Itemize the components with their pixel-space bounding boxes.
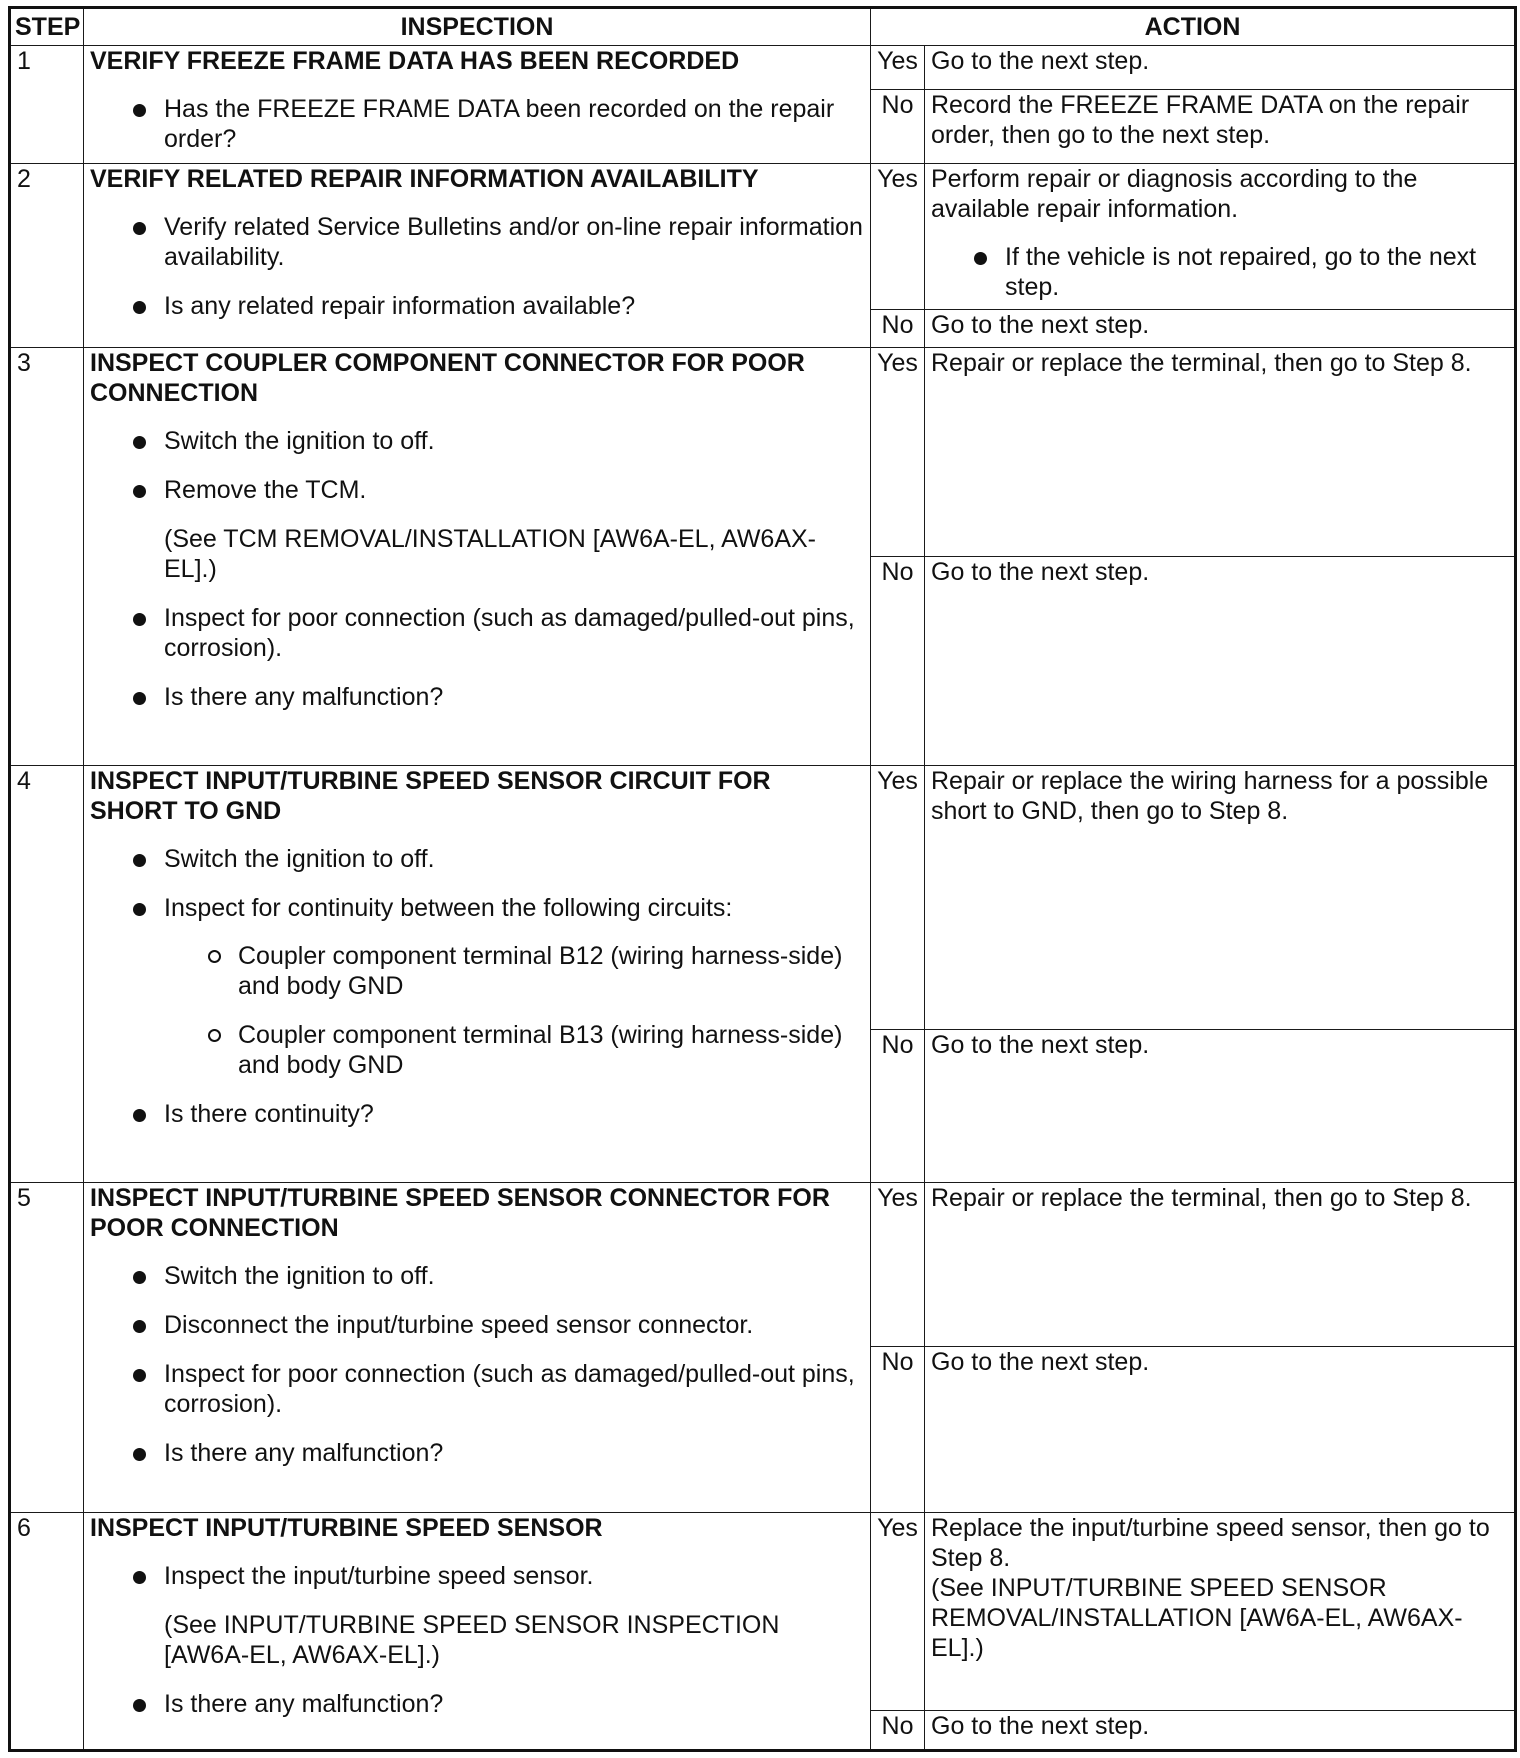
step-4-bullet-3: Is there continuity? — [164, 1099, 864, 1129]
step-4-bullet-2-text: Inspect for continuity between the following circuits: — [164, 893, 733, 922]
step-1-no-label: No — [871, 89, 925, 163]
step-6-yes-reference-note: (See INPUT/TURBINE SPEED SENSOR REMOVAL/INSTALLATION [AW6A-EL, AW6AX-EL].) — [931, 1574, 1463, 1663]
step-3-number: 3 — [10, 347, 84, 765]
step-1-inspection — [84, 45, 871, 163]
step-3-no-label: No — [871, 556, 925, 765]
step-3-reference-note: (See TCM REMOVAL/INSTALLATION [AW6A-EL, AW6AX-EL].) — [164, 524, 817, 583]
step-5-bullet-4: Is there any malfunction? — [164, 1438, 864, 1468]
step-1-yes-row — [10, 45, 1516, 89]
step-6-no-action: Go to the next step. — [925, 1711, 1516, 1751]
header-inspection: INSPECTION — [84, 8, 871, 46]
diagnostic-procedure-table — [8, 6, 1517, 1752]
step-5-bullet-2: Disconnect the input/turbine speed sensor connector. — [164, 1310, 864, 1340]
step-2-yes-text: Perform repair or diagnosis according to the available repair information. — [931, 165, 1418, 224]
step-2-yes-action — [925, 164, 1516, 310]
step-3-bullet-3: Inspect for poor connection (such as damaged/pulled-out pins, corrosion). — [164, 603, 864, 663]
step-3-no-action: Go to the next step. — [925, 556, 1516, 765]
step-4-yes-action: Repair or replace the wiring harness for a possible short to GND, then go to Step 8. — [925, 765, 1516, 1029]
step-1-number: 1 — [10, 45, 84, 163]
step-2-yes-label: Yes — [871, 164, 925, 310]
step-2-no-action: Go to the next step. — [925, 309, 1516, 347]
step-5-number: 5 — [10, 1182, 84, 1512]
step-6-number: 6 — [10, 1513, 84, 1751]
step-6-no-label: No — [871, 1711, 925, 1751]
step-2-title: VERIFY RELATED REPAIR INFORMATION AVAILABILITY — [90, 165, 759, 194]
step-3-bullet-2 — [164, 475, 864, 584]
step-5-inspection — [84, 1182, 871, 1512]
table-header-row — [10, 8, 1516, 46]
step-1-title: VERIFY FREEZE FRAME DATA HAS BEEN RECORDED — [90, 46, 740, 75]
step-3-yes-action: Repair or replace the terminal, then go to Step 8. — [925, 347, 1516, 556]
step-1-yes-action: Go to the next step. — [925, 45, 1516, 89]
step-2-yes-row — [10, 164, 1516, 310]
step-6-bullet-1 — [164, 1561, 864, 1670]
step-2-no-label: No — [871, 309, 925, 347]
step-2-bullet-2: Is any related repair information available? — [164, 291, 864, 321]
step-5-bullet-3: Inspect for poor connection (such as damaged/pulled-out pins, corrosion). — [164, 1359, 864, 1419]
step-6-inspection — [84, 1513, 871, 1751]
step-4-title: INSPECT INPUT/TURBINE SPEED SENSOR CIRCUIT FOR SHORT TO GND — [90, 766, 771, 825]
step-1-yes-label: Yes — [871, 45, 925, 89]
step-1-bullet-1: Has the FREEZE FRAME DATA been recorded on the repair order? — [164, 94, 864, 154]
step-6-yes-label: Yes — [871, 1513, 925, 1711]
step-4-sub-bullet-2: Coupler component terminal B13 (wiring harness-side) and body GND — [238, 1020, 864, 1080]
step-5-yes-action: Repair or replace the terminal, then go to Step 8. — [925, 1182, 1516, 1346]
step-6-title: INSPECT INPUT/TURBINE SPEED SENSOR — [90, 1514, 603, 1543]
step-6-reference-note: (See INPUT/TURBINE SPEED SENSOR INSPECTION [AW6A-EL, AW6AX-EL].) — [164, 1611, 780, 1670]
step-6-bullet-2: Is there any malfunction? — [164, 1689, 864, 1719]
step-6-yes-row — [10, 1513, 1516, 1711]
step-4-inspection — [84, 765, 871, 1182]
step-2-yes-bullet: If the vehicle is not repaired, go to the next step. — [1005, 242, 1508, 302]
step-3-yes-label: Yes — [871, 347, 925, 556]
step-3-yes-row — [10, 347, 1516, 556]
step-5-yes-label: Yes — [871, 1182, 925, 1346]
step-5-title: INSPECT INPUT/TURBINE SPEED SENSOR CONNECTOR FOR POOR CONNECTION — [90, 1183, 830, 1242]
step-6-yes-action — [925, 1513, 1516, 1711]
step-5-no-action: Go to the next step. — [925, 1347, 1516, 1513]
step-2-bullet-1: Verify related Service Bulletins and/or on-line repair information availability. — [164, 213, 863, 272]
header-action: ACTION — [871, 8, 1516, 46]
step-5-no-label: No — [871, 1347, 925, 1513]
step-3-bullet-2-text: Remove the TCM. — [164, 475, 367, 504]
step-5-yes-row — [10, 1182, 1516, 1346]
step-4-no-label: No — [871, 1029, 925, 1182]
step-1-no-action: Record the FREEZE FRAME DATA on the repair order, then go to the next step. — [925, 89, 1516, 163]
step-4-no-action: Go to the next step. — [925, 1029, 1516, 1182]
step-4-yes-label: Yes — [871, 765, 925, 1029]
step-2-inspection — [84, 164, 871, 348]
step-3-bullet-1: Switch the ignition to off. — [164, 426, 864, 456]
step-6-yes-text: Replace the input/turbine speed sensor, then go to Step 8. — [931, 1514, 1490, 1573]
step-5-bullet-1: Switch the ignition to off. — [164, 1261, 864, 1291]
step-3-title: INSPECT COUPLER COMPONENT CONNECTOR FOR POOR CONNECTION — [90, 348, 805, 407]
step-4-yes-row — [10, 765, 1516, 1029]
step-4-sub-bullet-1: Coupler component terminal B12 (wiring harness-side) and body GND — [238, 941, 864, 1001]
step-6-bullet-1-text: Inspect the input/turbine speed sensor. — [164, 1562, 594, 1591]
step-4-bullet-2 — [164, 893, 864, 1080]
header-step: STEP — [10, 8, 84, 46]
step-2-number: 2 — [10, 164, 84, 348]
step-4-bullet-1: Switch the ignition to off. — [164, 844, 864, 874]
step-3-inspection — [84, 347, 871, 765]
step-4-number: 4 — [10, 765, 84, 1182]
step-3-bullet-4: Is there any malfunction? — [164, 682, 864, 712]
